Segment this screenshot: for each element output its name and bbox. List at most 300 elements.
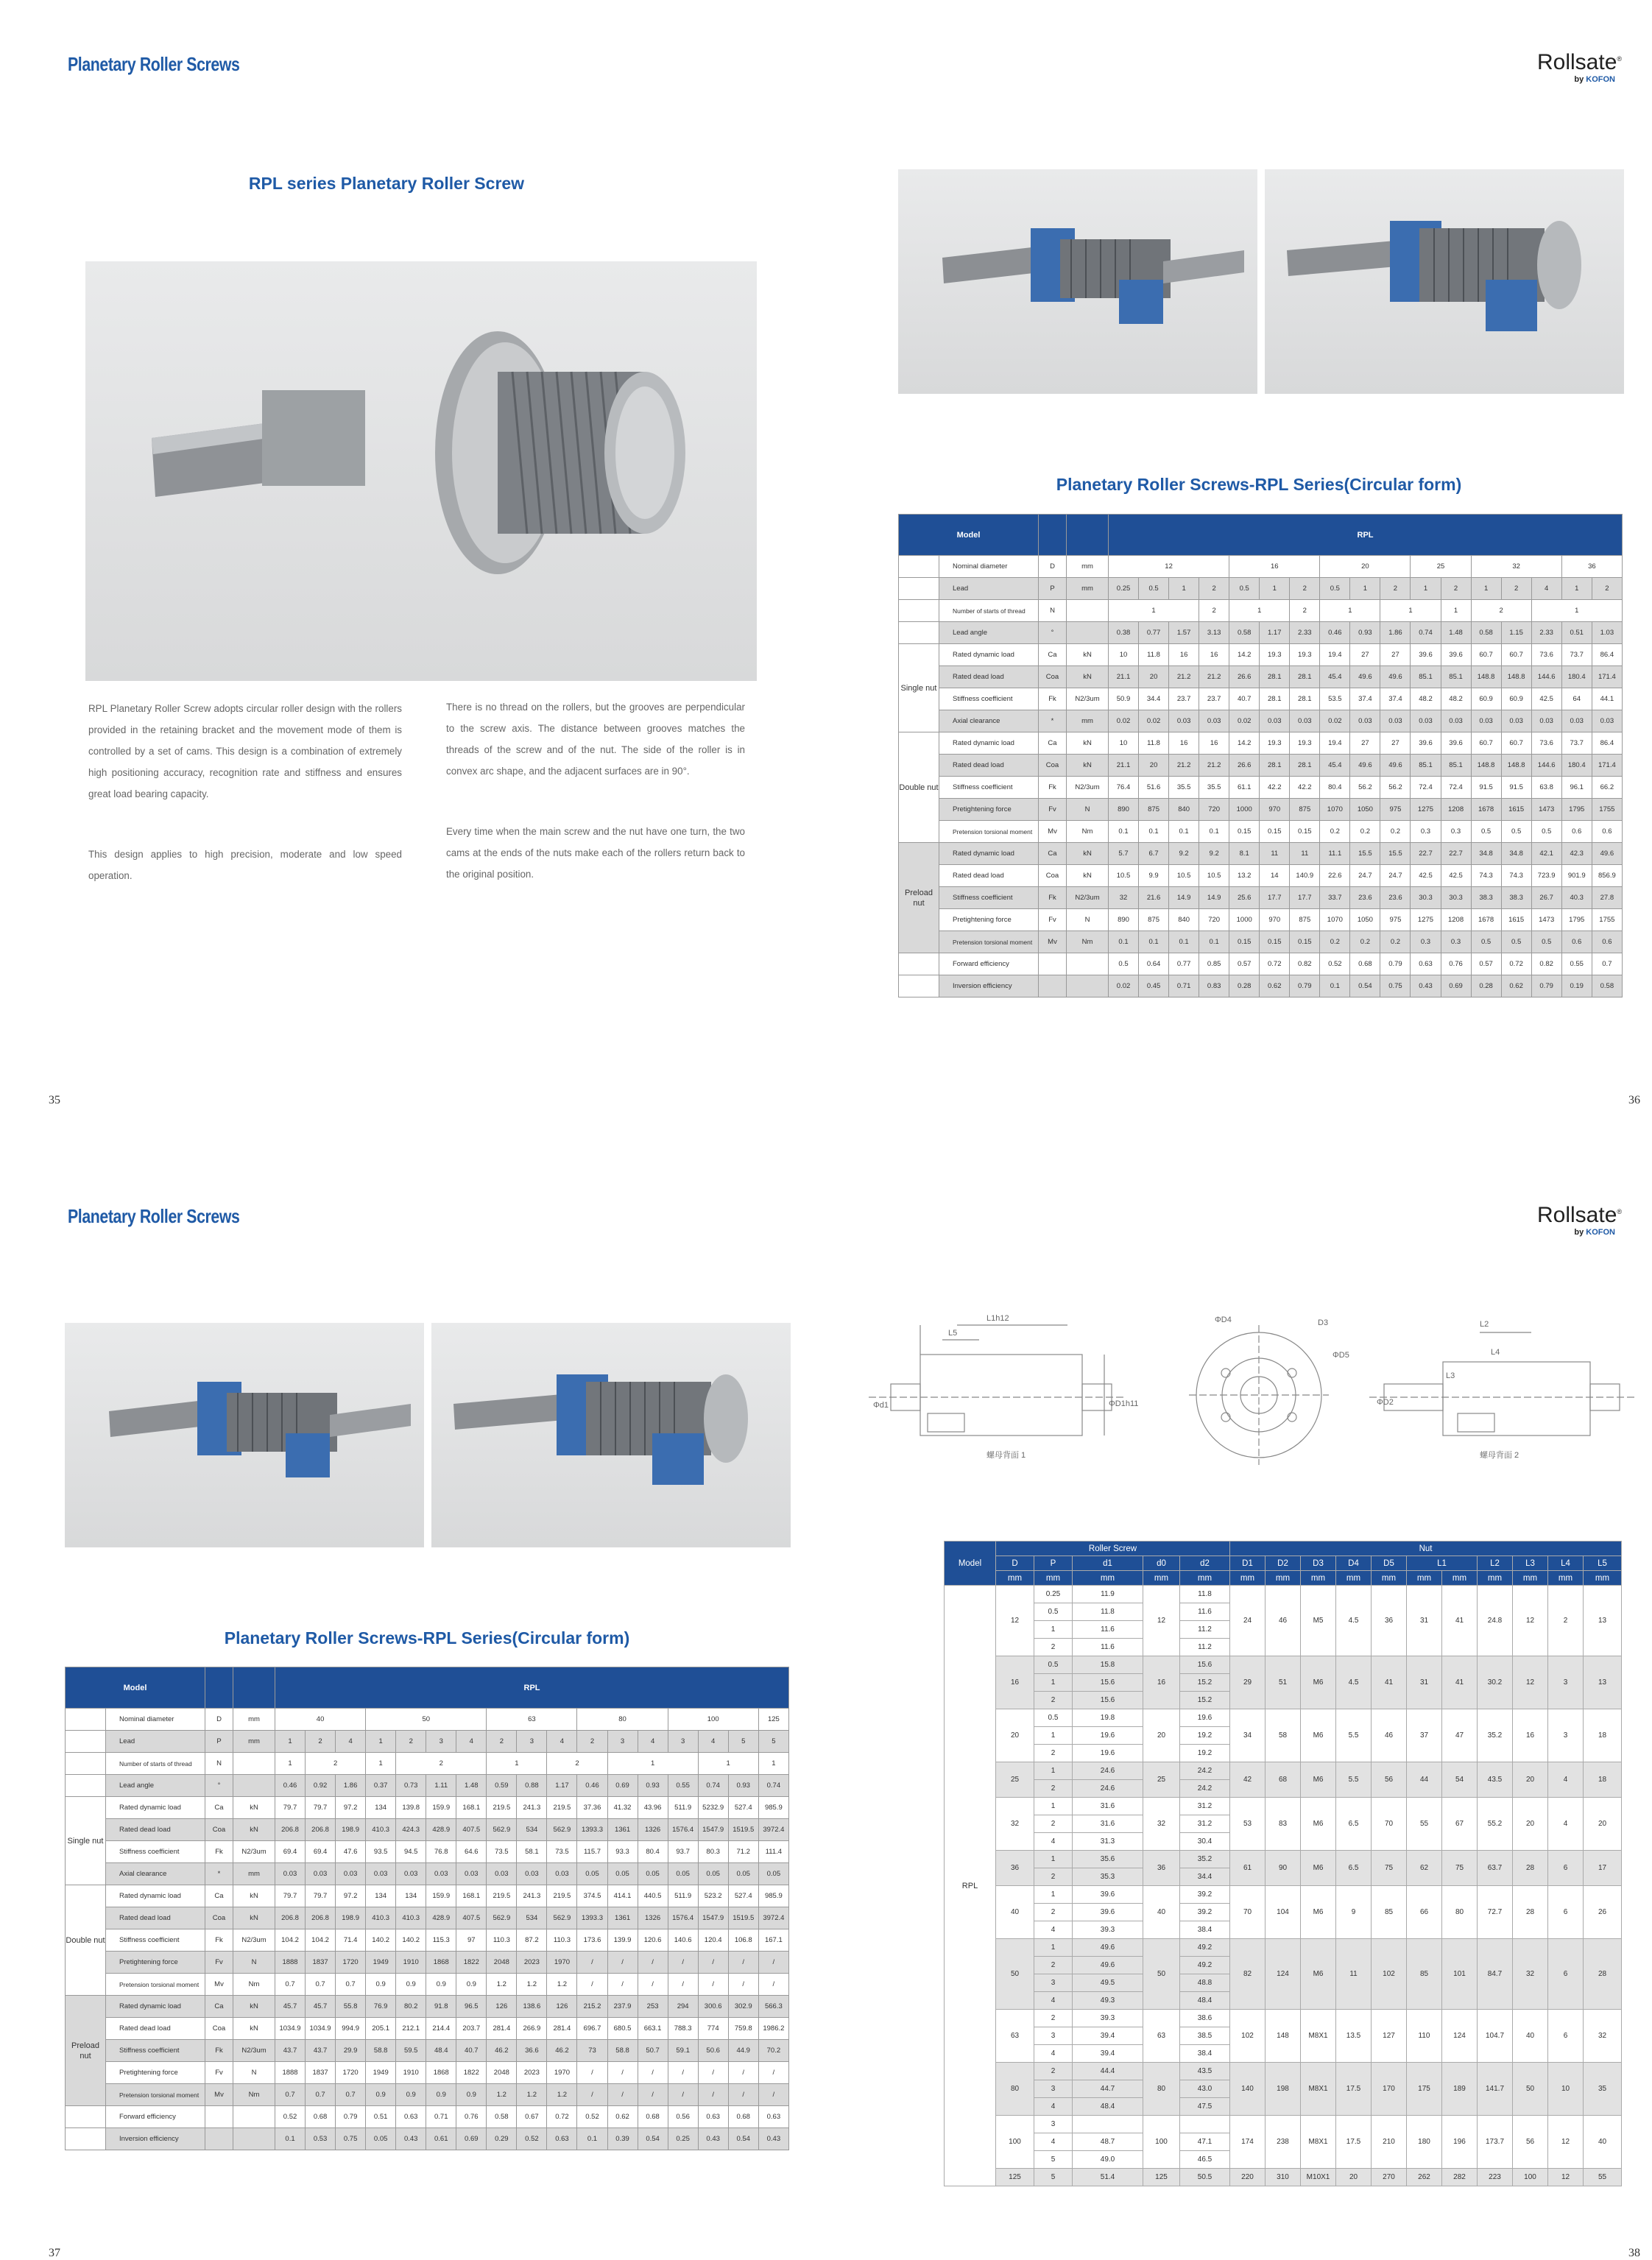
value-cell: 0.29 — [487, 2128, 517, 2150]
dim-d1-cell: 24.6 — [1073, 1780, 1143, 1798]
value-cell: 1 — [275, 1731, 306, 1753]
value-cell: 970 — [1260, 909, 1290, 931]
value-cell: 0.1 — [1199, 821, 1229, 843]
value-cell: 0.76 — [1441, 953, 1471, 975]
dim-d1-cell: 48.4 — [1073, 2098, 1143, 2116]
value-cell: 0.03 — [1592, 710, 1622, 732]
value-cell: 1.2 — [517, 2084, 547, 2106]
value-cell: 696.7 — [577, 2018, 607, 2040]
value-cell: 168.1 — [456, 1885, 487, 1907]
value-cell: 126 — [487, 1996, 517, 2018]
dim-nut-cell: 75 — [1372, 1851, 1407, 1886]
dim-nut-cell: M8X1 — [1301, 2010, 1336, 2063]
dim-nut-cell: 44 — [1407, 1762, 1442, 1798]
dim-d1-cell: 51.4 — [1073, 2169, 1143, 2186]
value-cell: 0.2 — [1350, 821, 1380, 843]
param-symbol — [1039, 975, 1067, 997]
value-cell: 60.9 — [1501, 688, 1531, 710]
dim-nut-cell: 140 — [1230, 2063, 1266, 2116]
value-cell: 37.4 — [1350, 688, 1380, 710]
value-cell: 2 — [1592, 578, 1622, 600]
value-cell: 42.5 — [1441, 865, 1471, 887]
value-cell: 2 — [1380, 578, 1411, 600]
dim-P-cell: 4 — [1034, 1992, 1073, 2010]
value-cell: 97.2 — [336, 1885, 366, 1907]
value-cell: 1720 — [336, 2062, 366, 2084]
dim-nut-cell: 50 — [1513, 2063, 1548, 2116]
dim-nut-cell: M6 — [1301, 1798, 1336, 1851]
dim-d2-cell: 11.8 — [1180, 1586, 1230, 1603]
value-cell: 0.2 — [1320, 931, 1350, 953]
value-cell: 16 — [1169, 732, 1199, 755]
value-cell: 1 — [366, 1731, 396, 1753]
header-blank-2 — [233, 1667, 275, 1709]
value-cell: 71.2 — [728, 1841, 758, 1863]
spec-row — [66, 1929, 789, 1952]
value-cell: 28.1 — [1290, 666, 1320, 688]
value-cell: 0.5 — [1501, 931, 1531, 953]
value-cell: 38.3 — [1471, 887, 1501, 909]
param-symbol: Coa — [205, 1907, 233, 1929]
dim-d2-cell: 39.2 — [1180, 1886, 1230, 1904]
dim-nut-cell: 29 — [1230, 1656, 1266, 1709]
value-cell: 1 — [1411, 578, 1441, 600]
dim-nut-cell: 32 — [1513, 1939, 1548, 2010]
value-cell: 1034.9 — [306, 2018, 336, 2040]
value-cell: 9.2 — [1199, 843, 1229, 865]
value-cell: 0.63 — [547, 2128, 577, 2150]
value-cell: / — [728, 1974, 758, 1996]
spec-row — [66, 1775, 789, 1797]
dim-nut-cell: 20 — [1336, 2169, 1372, 2186]
value-cell: 0.02 — [1139, 710, 1169, 732]
dim-row — [945, 2169, 1622, 2186]
param-symbol: Coa — [1039, 666, 1067, 688]
value-cell: 38.3 — [1501, 887, 1531, 909]
dim-nut-cell: 20 — [1513, 1762, 1548, 1798]
value-cell: 562.9 — [487, 1907, 517, 1929]
value-cell: 19.4 — [1320, 644, 1350, 666]
label-l3: L3 — [1446, 1371, 1455, 1380]
value-cell: 11.8 — [1139, 732, 1169, 755]
dim-d2-cell: 48.4 — [1180, 1992, 1230, 2010]
value-cell: 0.73 — [396, 1775, 426, 1797]
value-cell: 93.3 — [607, 1841, 638, 1863]
param-name: Nominal diameter — [106, 1709, 205, 1731]
dim-nut-cell: M6 — [1301, 1939, 1336, 2010]
dim-row — [945, 2063, 1622, 2080]
value-cell: 0.43 — [758, 2128, 788, 2150]
value-cell: 0.03 — [517, 1863, 547, 1885]
value-cell: / — [728, 1952, 758, 1974]
dim-nut-cell: 104.7 — [1478, 2010, 1513, 2063]
value-cell: 1.86 — [336, 1775, 366, 1797]
dim-nut-cell: 24 — [1230, 1586, 1266, 1656]
value-cell: 120.4 — [698, 1929, 728, 1952]
value-cell: 994.9 — [336, 2018, 366, 2040]
dim-P-cell: 2 — [1034, 1957, 1073, 1974]
value-cell: 0.46 — [275, 1775, 306, 1797]
dim-nut-cell: 102 — [1230, 2010, 1266, 2063]
value-cell: 0.02 — [1229, 710, 1260, 732]
value-cell: 562.9 — [547, 1819, 577, 1841]
param-symbol: D — [205, 1709, 233, 1731]
value-cell: 1 — [1169, 578, 1199, 600]
value-cell: 0.68 — [728, 2106, 758, 2128]
value-cell: 60.7 — [1471, 644, 1501, 666]
value-cell: 1000 — [1229, 909, 1260, 931]
dim-nut-cell: M10X1 — [1301, 2169, 1336, 2186]
dim-d2-cell: 34.4 — [1180, 1868, 1230, 1886]
dim-P-cell: 2 — [1034, 1904, 1073, 1921]
param-unit — [1067, 953, 1109, 975]
dim-nut-cell: M8X1 — [1301, 2063, 1336, 2116]
value-cell: 2.33 — [1290, 622, 1320, 644]
param-unit: N — [1067, 799, 1109, 821]
param-symbol: N — [205, 1753, 233, 1775]
value-cell: 1547.9 — [698, 1819, 728, 1841]
value-cell: 10.5 — [1109, 865, 1139, 887]
value-cell: 104.2 — [275, 1929, 306, 1952]
value-cell: 0.63 — [1411, 953, 1441, 975]
value-cell: 0.9 — [426, 2084, 456, 2106]
value-cell: 0.37 — [366, 1775, 396, 1797]
row-group-single: Single nut — [899, 644, 939, 732]
dim-nut-cell: 18 — [1584, 1709, 1622, 1762]
value-cell: 562.9 — [547, 1907, 577, 1929]
value-cell: 104.2 — [306, 1929, 336, 1952]
value-cell: 0.15 — [1260, 931, 1290, 953]
value-cell: 1.57 — [1169, 622, 1199, 644]
value-cell: / — [698, 1974, 728, 1996]
value-cell: 206.8 — [306, 1819, 336, 1841]
value-cell: 0.71 — [426, 2106, 456, 2128]
dim-d1-cell: 19.8 — [1073, 1709, 1143, 1727]
value-cell: 1050 — [1350, 909, 1380, 931]
param-symbol — [205, 2128, 233, 2150]
dim-nut-cell: 175 — [1407, 2063, 1442, 2116]
value-cell: 875 — [1139, 909, 1169, 931]
dim-nut-cell: 13 — [1584, 1586, 1622, 1656]
value-cell: 0.5 — [1501, 821, 1531, 843]
label-d3: D3 — [1318, 1318, 1329, 1327]
value-cell: 1 — [1320, 600, 1380, 622]
value-cell: 19.3 — [1290, 644, 1320, 666]
dim-d1-cell: 49.3 — [1073, 1992, 1143, 2010]
dim-D-cell: 16 — [996, 1656, 1034, 1709]
dim-d1-cell: 19.6 — [1073, 1745, 1143, 1762]
value-cell: 1275 — [1411, 799, 1441, 821]
param-symbol: Fk — [205, 1929, 233, 1952]
value-cell: 93.7 — [668, 1841, 698, 1863]
dim-d1-cell — [1073, 2116, 1143, 2133]
dim-nut-cell: 43.5 — [1478, 1762, 1513, 1798]
value-cell: 0.74 — [1411, 622, 1441, 644]
value-cell: 144.6 — [1531, 755, 1561, 777]
value-cell: 0.25 — [1109, 578, 1139, 600]
dim-nut-cell: 6 — [1548, 1939, 1584, 2010]
value-cell: 27 — [1350, 644, 1380, 666]
dim-col-D2: D2 — [1266, 1556, 1301, 1571]
value-cell: 203.7 — [456, 2018, 487, 2040]
value-cell: 1 — [275, 1753, 306, 1775]
value-cell: 12 — [1109, 556, 1229, 578]
dim-unit: mm — [996, 1571, 1034, 1586]
section-header-p37: Planetary Roller Screws — [68, 1205, 240, 1227]
value-cell: 24.7 — [1380, 865, 1411, 887]
dim-col-L2: L2 — [1478, 1556, 1513, 1571]
value-cell: 4 — [1531, 578, 1561, 600]
value-cell: 14.2 — [1229, 732, 1260, 755]
value-cell: 1 — [1350, 578, 1380, 600]
dim-P-cell: 5 — [1034, 2151, 1073, 2169]
value-cell: 1208 — [1441, 799, 1471, 821]
page-number-35: 35 — [49, 1094, 60, 1106]
value-cell: 1.03 — [1592, 622, 1622, 644]
value-cell: 0.75 — [336, 2128, 366, 2150]
dim-d1-cell: 15.6 — [1073, 1674, 1143, 1692]
param-unit: kN — [233, 1996, 275, 2018]
value-cell: 1.48 — [1441, 622, 1471, 644]
dim-col-D4: D4 — [1336, 1556, 1372, 1571]
value-cell: 1755 — [1592, 799, 1622, 821]
dim-nut-cell: 12 — [1513, 1656, 1548, 1709]
value-cell: 3 — [607, 1731, 638, 1753]
spec-row — [66, 1885, 789, 1907]
value-cell: 63 — [487, 1709, 577, 1731]
dim-col-d0: d0 — [1143, 1556, 1180, 1571]
value-cell: 80.4 — [638, 1841, 668, 1863]
value-cell: 27 — [1380, 732, 1411, 755]
value-cell: 0.52 — [275, 2106, 306, 2128]
param-unit: mm — [233, 1709, 275, 1731]
value-cell: 0.74 — [698, 1775, 728, 1797]
value-cell: 126 — [547, 1996, 577, 2018]
dim-col-d1: d1 — [1073, 1556, 1143, 1571]
value-cell: 0.03 — [366, 1863, 396, 1885]
value-cell: 16 — [1169, 644, 1199, 666]
value-cell: 2 — [1199, 578, 1229, 600]
dim-d2-cell: 47.1 — [1180, 2133, 1230, 2151]
value-cell: 171.4 — [1592, 755, 1622, 777]
row-group-preload: Preload nut — [66, 1996, 106, 2106]
value-cell: 0.59 — [487, 1775, 517, 1797]
param-symbol: Fk — [205, 2040, 233, 2062]
value-cell: 110.3 — [547, 1929, 577, 1952]
value-cell: / — [577, 1952, 607, 1974]
value-cell: 0.58 — [487, 2106, 517, 2128]
value-cell: 73 — [577, 2040, 607, 2062]
value-cell: 1795 — [1561, 909, 1592, 931]
value-cell: 1 — [366, 1753, 396, 1775]
spec-row — [66, 1731, 789, 1753]
param-symbol: Coa — [1039, 755, 1067, 777]
value-cell: 60.7 — [1501, 732, 1531, 755]
rpl-cutaway-photo-1 — [898, 169, 1257, 394]
dim-nut-cell: 75 — [1442, 1851, 1478, 1886]
value-cell: 94.5 — [396, 1841, 426, 1863]
value-cell: 1.2 — [547, 1974, 577, 1996]
value-cell: 30.3 — [1411, 887, 1441, 909]
value-cell: 13.2 — [1229, 865, 1260, 887]
para-description-1: RPL Planetary Roller Screw adopts circular roller design with the rollers provided in the retaining bracket and the movement mode of them is controlled by a set of cams. This design is a combination of extremely high positioning accuracy, recognition rate and stiffness and ensures great load bearing capacity. — [88, 703, 402, 799]
value-cell: 0.03 — [1561, 710, 1592, 732]
param-symbol: Fk — [1039, 777, 1067, 799]
value-cell: 1678 — [1471, 799, 1501, 821]
param-name: Stiffness coefficient — [939, 887, 1039, 909]
param-unit: mm — [1067, 710, 1109, 732]
value-cell: 0.5 — [1320, 578, 1350, 600]
param-unit: N2/3um — [1067, 777, 1109, 799]
dim-nut-cell: M8X1 — [1301, 2116, 1336, 2169]
value-cell: 73.5 — [487, 1841, 517, 1863]
dim-d2-cell: 30.4 — [1180, 1833, 1230, 1851]
dim-d2-cell: 49.2 — [1180, 1957, 1230, 1974]
dim-d2-cell: 49.2 — [1180, 1939, 1230, 1957]
dim-nut-cell: M6 — [1301, 1851, 1336, 1886]
dim-P-cell: 3 — [1034, 2027, 1073, 2045]
param-symbol: Ca — [1039, 843, 1067, 865]
value-cell: 424.3 — [396, 1819, 426, 1841]
value-cell: 74.3 — [1471, 865, 1501, 887]
value-cell: 36 — [1561, 556, 1622, 578]
value-cell: / — [758, 1974, 788, 1996]
value-cell: 0.05 — [758, 1863, 788, 1885]
value-cell: 140.9 — [1290, 865, 1320, 887]
value-cell: / — [638, 1952, 668, 1974]
brand-logo-p36 — [1537, 50, 1625, 84]
row-group-double: Double nut — [899, 732, 939, 843]
value-cell: 0.54 — [728, 2128, 758, 2150]
value-cell: 0.69 — [456, 2128, 487, 2150]
dim-nut-cell: 55.2 — [1478, 1798, 1513, 1851]
value-cell: 0.62 — [1260, 975, 1290, 997]
table36-title: Planetary Roller Screws-RPL Series(Circular form) — [1056, 475, 1462, 494]
dim-D-cell: 40 — [996, 1886, 1034, 1939]
param-symbol: Mv — [1039, 931, 1067, 953]
value-cell: 0.25 — [668, 2128, 698, 2150]
row-group-blank — [66, 2128, 106, 2150]
value-cell: 0.88 — [517, 1775, 547, 1797]
dim-unit: mm — [1180, 1571, 1230, 1586]
value-cell: 0.1 — [1169, 821, 1199, 843]
value-cell: 759.8 — [728, 2018, 758, 2040]
value-cell: 0.38 — [1109, 622, 1139, 644]
param-unit: Nm — [233, 1974, 275, 1996]
param-name: Rated dead load — [106, 1907, 205, 1929]
value-cell: 11 — [1290, 843, 1320, 865]
row-group-blank — [899, 600, 939, 622]
dim-d1-cell: 15.6 — [1073, 1692, 1143, 1709]
param-name: Axial clearance — [106, 1863, 205, 1885]
dim-row — [945, 1656, 1622, 1674]
value-cell: 3 — [426, 1731, 456, 1753]
value-cell: 91.8 — [426, 1996, 456, 2018]
value-cell: 0.7 — [1592, 953, 1622, 975]
param-name: Pretightening force — [939, 799, 1039, 821]
value-cell: 50.9 — [1109, 688, 1139, 710]
value-cell: 0.68 — [638, 2106, 668, 2128]
spec-row — [899, 644, 1623, 666]
brand-logo-p38 — [1537, 1203, 1625, 1237]
value-cell: 890 — [1109, 799, 1139, 821]
value-cell: 0.02 — [1109, 975, 1139, 997]
dim-D-cell: 125 — [996, 2169, 1034, 2186]
value-cell: 0.62 — [607, 2106, 638, 2128]
value-cell: 48.2 — [1411, 688, 1441, 710]
value-cell: 1 — [607, 1753, 698, 1775]
param-symbol: * — [205, 1863, 233, 1885]
value-cell: 1361 — [607, 1907, 638, 1929]
value-cell: 4 — [698, 1731, 728, 1753]
param-symbol: Ca — [205, 1797, 233, 1819]
value-cell: 1 — [758, 1753, 788, 1775]
dim-nut-cell: 124 — [1266, 1939, 1301, 2010]
dim-nut-cell: 10 — [1548, 2063, 1584, 2116]
spec-row — [899, 799, 1623, 821]
value-cell: 32 — [1109, 887, 1139, 909]
value-cell: 42.2 — [1290, 777, 1320, 799]
value-cell: 0.03 — [1199, 710, 1229, 732]
dim-unit: mm — [1548, 1571, 1584, 1586]
value-cell: 205.1 — [366, 2018, 396, 2040]
value-cell: 1473 — [1531, 909, 1561, 931]
dim-nut-cell: 170 — [1372, 2063, 1407, 2116]
value-cell: 2 — [1441, 578, 1471, 600]
value-cell: 0.9 — [366, 2084, 396, 2106]
rpl-spec-table-2 — [65, 1667, 789, 2150]
value-cell: 64 — [1561, 688, 1592, 710]
dim-nut-cell: M6 — [1301, 1762, 1336, 1798]
value-cell: 0.9 — [366, 1974, 396, 1996]
value-cell: 148.8 — [1471, 666, 1501, 688]
value-cell: 45.4 — [1320, 666, 1350, 688]
value-cell: 206.8 — [275, 1819, 306, 1841]
value-cell: 253 — [638, 1996, 668, 2018]
value-cell: 788.3 — [668, 2018, 698, 2040]
value-cell: 0.72 — [547, 2106, 577, 2128]
param-symbol — [205, 2106, 233, 2128]
dim-nut-cell: 180 — [1407, 2116, 1442, 2169]
value-cell: / — [758, 1952, 788, 1974]
value-cell: 0.19 — [1561, 975, 1592, 997]
dim-nut-cell: 36 — [1372, 1586, 1407, 1656]
dim-nut-cell: 24.8 — [1478, 1586, 1513, 1656]
table37-title: Planetary Roller Screws-RPL Series(Circular form) — [224, 1628, 630, 1648]
value-cell: 97 — [456, 1929, 487, 1952]
dim-nut-cell: 41 — [1442, 1586, 1478, 1656]
brand-name: Rollsate® — [1537, 50, 1623, 74]
value-cell: 0.5 — [1471, 821, 1501, 843]
dim-nut-cell: 46 — [1266, 1586, 1301, 1656]
value-cell: 5 — [728, 1731, 758, 1753]
param-symbol: Coa — [205, 1819, 233, 1841]
param-name: Pretension torsional moment — [939, 931, 1039, 953]
dim-unit: mm — [1266, 1571, 1301, 1586]
param-unit: N2/3um — [1067, 688, 1109, 710]
dim-d2-cell: 24.2 — [1180, 1780, 1230, 1798]
value-cell: 23.7 — [1199, 688, 1229, 710]
value-cell: / — [577, 1974, 607, 1996]
value-cell: 20 — [1139, 666, 1169, 688]
dim-nut-cell: 17.5 — [1336, 2063, 1372, 2116]
dim-nut-cell: 84.7 — [1478, 1939, 1513, 2010]
dim-col-L1: L1 — [1407, 1556, 1478, 1571]
value-cell: 27 — [1380, 644, 1411, 666]
dim-d0-cell: 80 — [1143, 2063, 1180, 2116]
value-cell: 96.1 — [1561, 777, 1592, 799]
param-name: Inversion efficiency — [939, 975, 1039, 997]
